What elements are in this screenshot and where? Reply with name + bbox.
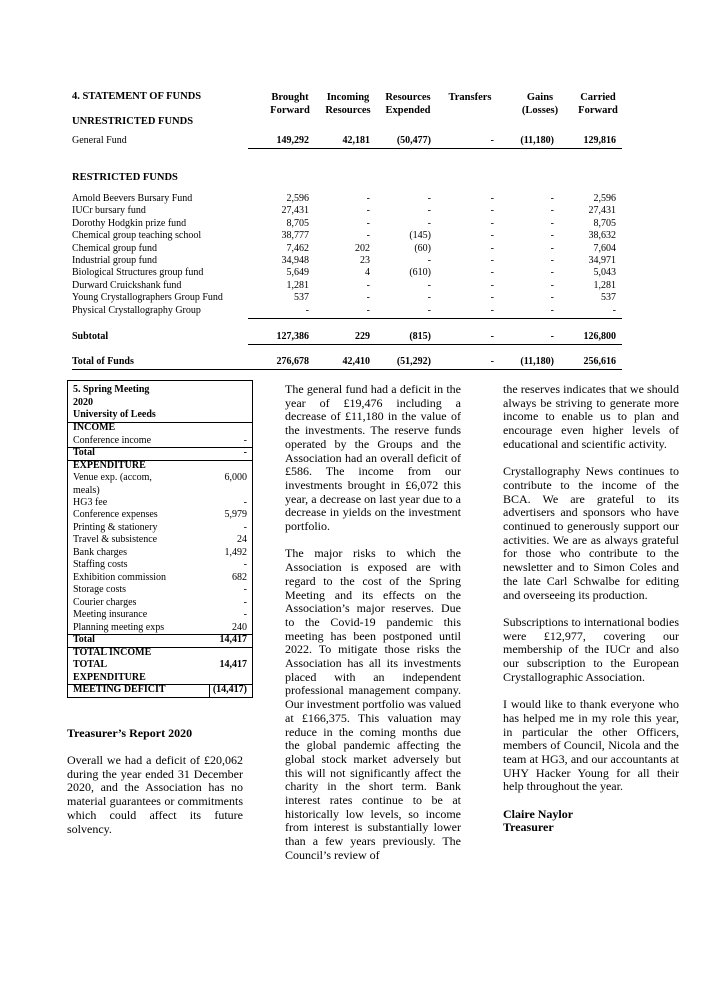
cell: - [366,304,370,316]
cell: (51,292) [396,356,431,367]
header-gains-losses: Gains (Losses) [521,92,559,116]
table-row [72,243,620,255]
cell: (610) [409,267,431,279]
cell: 276,678 [276,356,309,367]
paragraph: I would like to thank everyone who has helped me in my role this year, in particular the other Officers, members of Council, Nicola and the team at HG3, and our accountants at UHY Hacker Young for all their help throughout the year. [503,697,679,794]
subtotal-row [72,331,620,344]
cell: - [490,279,494,291]
cell: 5,043 [593,267,616,279]
cell: - [490,230,494,242]
signature-role: Treasurer [503,820,554,835]
cell: - [490,267,494,279]
cell: 537 [601,292,616,304]
header-incoming-resources: Incoming Resources [325,92,371,116]
cell: 42,410 [342,356,370,367]
cell: - [490,205,494,217]
cell: 7,604 [593,242,616,254]
fund-name: Biological Structures group fund [72,267,204,279]
cell: 7,462 [286,242,309,254]
signature-name: Claire Naylor [503,806,574,821]
cell: 27,431 [281,205,309,217]
divider [68,447,252,448]
expense-label: Travel & subsistence [73,534,158,546]
fund-name: Durward Cruickshank fund [72,279,182,291]
cell: 127,386 [276,331,309,342]
expense-value: 682 [232,571,247,583]
subtotal-label: Subtotal [72,331,109,342]
cell: - [550,230,554,242]
cell: 4 [365,267,370,279]
table-row [72,230,620,242]
general-fund-label: General Fund [72,135,127,146]
table-row [72,193,620,205]
fund-name: Arnold Beevers Bursary Fund [72,193,193,204]
expense-value: - [243,584,247,596]
cell: - [427,193,431,204]
fund-name: IUCr bursary fund [72,205,146,217]
expense-label: Bank charges [73,546,127,558]
expense-value: - [243,521,247,533]
cell: - [490,255,494,266]
spring-meeting-table: 5. Spring Meeting 2020 University of Leeds INCOME Conference income - Total - EXPENDITURE Venue exp. (accom, 6,000 meals) HG3 fee - Conference expenses 5,979 Printing & stationery - Travel & subsistence 24 Bank charges 1,492 Staffing costs - Exhibition commission 682 Storage costs - Courier charges - Meeting insurance - Planning meeting exps 240 Total 14,417 TOTAL INCOME TOTAL 14,417 EXPENDITURE MEETING DEFICIT (14,417) [67,380,253,698]
cell: (60) [414,242,431,254]
cell: - [305,304,309,316]
treasurer-heading: Treasurer’s Report 2020 [67,726,193,740]
cell: 202 [355,242,370,254]
expense-value: - [243,559,247,571]
cell: 5,649 [286,267,309,279]
treasurer-col2 [285,383,461,876]
cell: 1,281 [286,279,309,291]
cell: - [427,205,431,217]
cell: - [490,356,494,367]
cell: - [550,193,554,204]
cell: 129,816 [583,135,616,146]
table-row [72,305,620,317]
cell: - [366,230,370,242]
paragraph: the reserves indicates that we should always be striving to generate more income to enable us to plan and encourage even higher levels of educational and scientific activity. [503,382,679,451]
cell: - [550,267,554,279]
total-funds-row [72,356,620,369]
cell: - [490,304,494,316]
cell: - [550,331,554,342]
restricted-funds-title: RESTRICTED FUNDS [72,172,178,183]
cell: 34,971 [588,255,616,266]
cell: - [490,331,494,342]
paragraph: Overall we had a deficit of £20,062 during the year ended 31 December 2020, and the Association has no material guarantees or commitments which could affect its future solvency. [67,753,243,836]
header-carried-forward: Carried Forward [578,92,618,116]
total-funds-label: Total of Funds [72,356,134,367]
cell: (11,180) [520,135,554,146]
expense-label: Printing & stationery [73,521,158,533]
table-row [72,292,620,304]
expense-value: - [243,609,247,621]
cell: - [550,217,554,229]
header-transfers: Transfers [448,92,492,103]
fund-name: Young Crystallographers Group Fund [72,292,223,304]
cell: 537 [294,292,309,304]
cell: - [427,304,431,316]
expense-label: Planning meeting exps [73,621,165,633]
fund-name: Dorothy Hodgkin prize fund [72,217,187,229]
cell: - [366,193,370,204]
cell: - [550,292,554,304]
header-brought-forward: Brought Forward [270,92,310,116]
subtotal-underline [248,344,622,345]
cell: 2,596 [593,193,616,204]
unrestricted-funds-title: UNRESTRICTED FUNDS [72,116,194,127]
expense-label: HG3 fee [73,497,108,508]
restricted-underline [248,318,622,319]
expense-label: Staffing costs [73,559,128,571]
paragraph: Subscriptions to international bodies were £12,977, covering our membership of the IUCr and also our subscription to the European Crystallographic Association. [503,614,679,684]
cell: 8,705 [593,217,616,229]
table-row [72,267,620,279]
cell: (50,477) [396,135,431,146]
cell: 23 [360,255,370,266]
cell: - [490,242,494,254]
cell: 42,181 [342,135,370,146]
general-fund-row [72,135,620,148]
expense-label: Meeting insurance [73,609,148,621]
cell: - [366,217,370,229]
cell: 229 [355,331,370,342]
expense-label: Exhibition commission [73,571,167,583]
fund-name: Chemical group fund [72,242,157,254]
cell: - [550,279,554,291]
expense-value: - [243,497,247,508]
cell: 8,705 [286,217,309,229]
cell: - [366,292,370,304]
paragraph: Crystallography News continues to contribute to the income of the BCA. We are grateful to its advertisers and sponsors who have continued to generously support our activities. We are as always grateful for those who contribute to the newsletter and to Simon Coles and the late Carl Schwalbe for editing and overseeing its production. [503,464,679,602]
cell: - [366,279,370,291]
cell: (11,180) [520,356,554,367]
cell: - [550,304,554,316]
expense-value: 24 [237,534,247,546]
cell: 34,948 [281,255,309,266]
expense-label: Courier charges [73,596,137,608]
cell: 27,431 [588,205,616,217]
cell: - [550,242,554,254]
cell: - [427,279,431,291]
general-fund-underline [248,148,622,149]
divider [209,684,210,697]
cell: 38,777 [281,230,309,242]
fund-name: Physical Crystallography Group [72,304,201,316]
paragraph: The general fund had a deficit in the year of £19,476 including a decrease of £11,180 in the value of the investments. The reserve funds operated by the Groups and the Association had an overall deficit of £586. The income from our investments brought in £6,072 this year, a decrease on last year due to a decrease in yields on the investment portfolio. [285,382,461,534]
fund-name: Chemical group teaching school [72,230,202,242]
cell: - [550,205,554,217]
cell: (815) [409,331,431,342]
treasurer-col3 [503,383,679,835]
total-underline [72,369,622,370]
cell: 2,596 [286,193,309,204]
cell: 1,281 [593,279,616,291]
table-row [72,205,620,217]
cell: - [490,292,494,304]
cell: 256,616 [583,356,616,367]
cell: - [427,217,431,229]
cell: 149,292 [276,135,309,146]
cell: - [427,255,431,266]
fund-name: Industrial group fund [72,255,157,266]
paragraph: The major risks to which the Association is exposed are with regard to the cost of the Spring Meeting and its effects on the Association’s major reserves. Due to the Covid-19 pandemic this meeting has been postponed until 2022. To mitigate those risks the Association has all its investments placed with an independent professional management company. Our investment portfolio was valued at £166,375. This valuation may reduce in the coming months due the global pandemic affecting the global stock market adversely but this will not significantly affect the charity in the short term. Bank interest rates continue to be at historically low levels, so income from interest is substantially lower than a few years previously. The Council’s review of [285,546,461,862]
table-row [72,218,620,230]
cell: - [366,205,370,217]
cell: - [612,304,616,316]
expense-value: 240 [232,621,247,633]
cell: 38,632 [588,230,616,242]
header-resources-expended: Resources Expended [385,92,431,116]
table-row [72,280,620,292]
cell: (145) [409,230,431,242]
cell: - [490,217,494,229]
expense-label: Storage costs [73,584,127,596]
statement-title: 4. STATEMENT OF FUNDS [72,91,202,102]
cell: 126,800 [583,331,616,342]
cell: - [490,193,494,204]
cell: - [427,292,431,304]
expense-value: - [243,596,247,608]
expense-value: 1,492 [224,546,247,558]
expense-value: 5,979 [224,509,247,521]
table-row [72,255,620,267]
expense-label: Conference expenses [73,509,158,521]
treasurer-col1 [67,754,243,850]
cell: - [490,135,494,146]
cell: - [550,255,554,266]
